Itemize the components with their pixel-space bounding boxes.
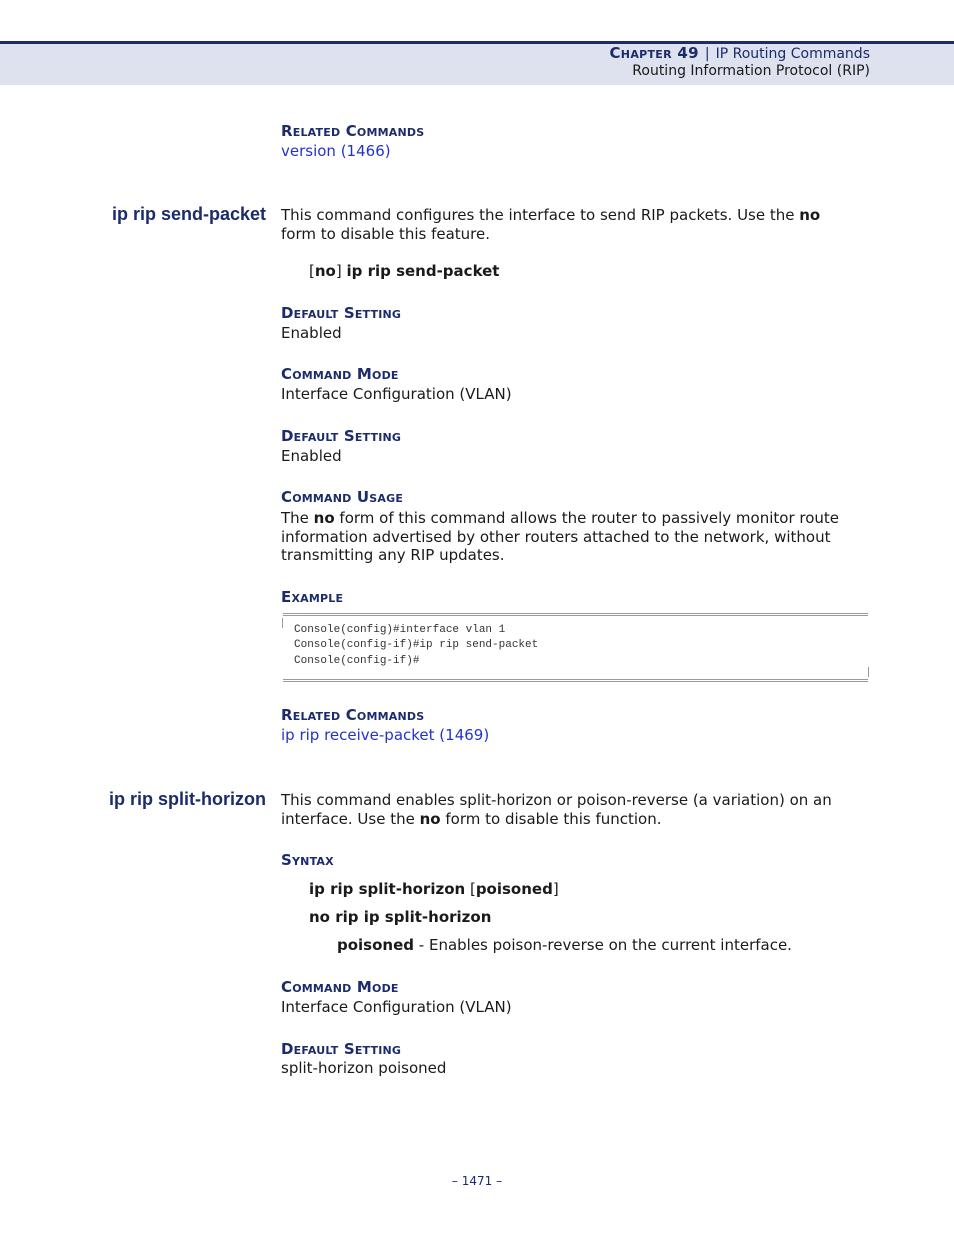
sh-desc-line1: This command enables split-horizon or poison-reverse (a variation) on an xyxy=(281,791,832,809)
related-commands-heading-2: Related Commands xyxy=(281,706,425,724)
header-separator: | xyxy=(704,46,710,62)
syntax-close-bracket: ] xyxy=(335,262,347,280)
sh-syntax-2 xyxy=(309,908,491,926)
default-setting-value-1: Enabled xyxy=(281,324,342,342)
sh-syntax-1-param: poisoned xyxy=(475,880,553,898)
sh-desc-no-keyword: no xyxy=(419,809,441,828)
sh-parameter xyxy=(337,936,792,954)
command-usage-text xyxy=(281,509,871,565)
code-line-1: Console(config)#interface vlan 1 xyxy=(294,624,506,636)
send-packet-description xyxy=(281,206,871,243)
default-setting-value-3: split-horizon poisoned xyxy=(281,1059,447,1077)
sh-syntax-1-close: ] xyxy=(552,880,559,898)
syntax-no: no xyxy=(314,262,336,280)
code-line-2: Console(config-if)#ip rip send-packet xyxy=(294,639,539,651)
header-chapter-line xyxy=(610,44,871,62)
sh-syntax-2-command: no rip ip split-horizon xyxy=(309,908,492,926)
command-usage-heading: Command Usage xyxy=(281,488,404,506)
syntax-open-bracket: [ xyxy=(309,262,315,280)
sh-parameter-name: poisoned xyxy=(337,936,415,954)
desc-text-a: This command configures the interface to send RIP packets. Use the xyxy=(281,206,800,224)
syntax-heading: Syntax xyxy=(281,851,334,869)
related-link-version[interactable]: version (1466) xyxy=(281,142,391,160)
split-horizon-description xyxy=(281,791,871,828)
sh-desc-text-a: interface. Use the xyxy=(281,809,420,828)
example-heading: Example xyxy=(281,588,344,606)
desc-text-b: form to disable this feature. xyxy=(281,224,491,243)
page-number: – 1471 – xyxy=(451,1174,503,1188)
default-setting-heading-2: Default Setting xyxy=(281,427,402,445)
usage-text-line2: information advertised by other routers attached to the network, without xyxy=(281,527,831,546)
command-title-split-horizon: ip rip split-horizon xyxy=(109,789,266,809)
send-packet-syntax xyxy=(309,262,499,280)
usage-text-a: The xyxy=(281,509,314,527)
command-mode-heading-2: Command Mode xyxy=(281,978,399,996)
default-setting-heading-1: Default Setting xyxy=(281,304,402,322)
desc-no-keyword: no xyxy=(799,206,821,224)
command-title-send-packet: ip rip send-packet xyxy=(111,204,266,224)
sh-parameter-desc: - Enables poison-reverse on the current interface. xyxy=(414,936,792,954)
related-link-receive-packet[interactable]: ip rip receive-packet (1469) xyxy=(281,726,490,744)
example-code-block xyxy=(283,613,868,682)
usage-text-b: form of this command allows the router to passively monitor route xyxy=(334,509,840,527)
header-chapter-title: IP Routing Commands xyxy=(715,46,870,62)
syntax-command: ip rip send-packet xyxy=(346,262,500,280)
usage-text-line3: transmitting any RIP updates. xyxy=(281,546,505,564)
command-mode-value-1: Interface Configuration (VLAN) xyxy=(281,385,512,403)
sh-syntax-1 xyxy=(309,880,559,898)
default-setting-value-2: Enabled xyxy=(281,447,342,465)
command-mode-heading-1: Command Mode xyxy=(281,365,399,383)
sh-syntax-1-command: ip rip split-horizon xyxy=(309,880,466,898)
code-line-3: Console(config-if)# xyxy=(294,655,420,667)
related-commands-heading: Related Commands xyxy=(281,122,425,140)
header-chapter: Chapter 49 xyxy=(609,44,699,62)
default-setting-heading-3: Default Setting xyxy=(281,1040,402,1058)
usage-no-keyword: no xyxy=(313,509,335,527)
sh-desc-text-b: form to disable this function. xyxy=(440,809,662,828)
header-section: Routing Information Protocol (RIP) xyxy=(632,63,870,79)
command-mode-value-2: Interface Configuration (VLAN) xyxy=(281,998,512,1016)
sh-syntax-1-open: [ xyxy=(465,880,476,898)
